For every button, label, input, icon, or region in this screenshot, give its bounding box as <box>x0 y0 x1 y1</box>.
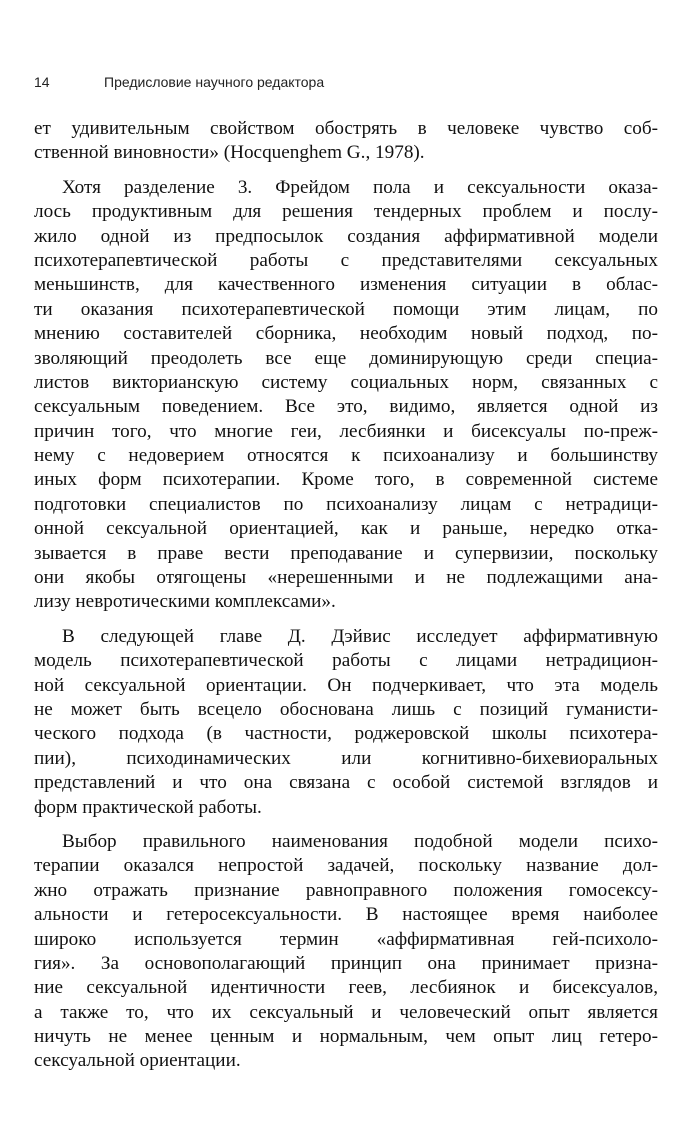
running-header <box>34 74 324 94</box>
paragraph <box>34 625 658 820</box>
text-line: ние сексуальной идентичности геев, лесбиянок и бисексуалов, <box>34 977 658 999</box>
text-line: сексуальной ориентации. <box>34 1050 241 1072</box>
text-line: нему с недоверием относятся к психоанализу и большинству <box>34 445 658 467</box>
text-line: форм практической работы. <box>34 796 262 818</box>
text-line: Хотя разделение 3. Фрейдом пола и сексуальности оказа- <box>62 176 658 198</box>
text-line: мнению составителей сборника, необходим новый подход, по- <box>34 323 658 345</box>
text-line: жило одной из предпосылок создания аффирмативной модели <box>34 225 658 247</box>
text-line: меньшинств, для качественного изменения ситуации в облас- <box>34 274 658 296</box>
text-line: альности и гетеросексуальности. В настоящее время наиболее <box>34 904 658 926</box>
text-line: зывается в праве вести преподавание и супервизии, поскольку <box>34 542 658 564</box>
text-line: психотерапевтической работы с представителями сексуальных <box>34 249 658 271</box>
text-line: терапии оказался непростой задачей, поскольку название дол- <box>34 855 658 877</box>
text-line: ничуть не менее ценным и нормальным, чем опыт лиц гетеро- <box>34 1026 658 1048</box>
text-line: а также то, что их сексуальный и человеческий опыт является <box>34 1001 658 1023</box>
page-number: 14 <box>34 74 50 90</box>
text-body <box>34 117 658 1074</box>
paragraph-gap <box>34 166 658 176</box>
text-line: гия». За основополагающий принцип она принимает призна- <box>34 952 658 974</box>
text-line: модель психотерапевтической работы с лицами нетрадицион- <box>34 650 658 672</box>
paragraph-gap <box>34 820 658 830</box>
text-line: ной сексуальной ориентации. Он подчеркивает, что эта модель <box>34 674 658 696</box>
paragraph <box>34 117 658 166</box>
text-line: не может быть всецело обоснована лишь с позиций гуманисти- <box>34 698 658 720</box>
text-line: сексуальным поведением. Все это, видимо, является одной из <box>34 396 658 418</box>
text-line: подготовки специалистов по психоанализу лицам с нетрадици- <box>34 493 658 515</box>
text-line: иных форм психотерапии. Кроме того, в современной системе <box>34 469 658 491</box>
text-line: ческого подхода (в частности, роджеровской школы психотера- <box>34 723 658 745</box>
text-line: ственной виновности» (Hocquenghem G., 1978). <box>34 142 425 164</box>
text-line: представлений и что она связана с особой системой взглядов и <box>34 772 658 794</box>
running-title: Предисловие научного редактора <box>104 74 325 90</box>
paragraph <box>34 176 658 615</box>
text-line: причин того, что многие геи, лесбиянки и бисексуалы по-преж- <box>34 420 658 442</box>
paragraph-gap <box>34 615 658 625</box>
text-line: ет удивительным свойством обострять в человеке чувство соб- <box>34 118 658 139</box>
text-line: пии), психодинамических или когнитивно-бихевиоральных <box>34 747 658 769</box>
text-line: листов викторианскую систему социальных норм, связанных с <box>34 371 658 393</box>
text-line: жно отражать признание равноправного положения гомосексу- <box>34 879 658 901</box>
text-line: широко используется термин «аффирмативная гей-психоло- <box>34 928 658 950</box>
text-line: Выбор правильного наименования подобной модели психо- <box>62 830 658 852</box>
text-line: они якобы отягощены «нерешенными и не подлежащими ана- <box>34 567 658 589</box>
text-line: ти оказания психотерапевтической помощи этим лицам, по <box>34 298 658 320</box>
text-line: В следующей главе Д. Дэйвис исследует аффирмативную <box>62 625 658 647</box>
text-line: лизу невротическими комплексами». <box>34 591 336 613</box>
text-line: зволяющий преодолеть все еще доминирующую среди специа- <box>34 347 658 369</box>
text-line: онной сексуальной ориентацией, как и раньше, нередко отка- <box>34 518 658 540</box>
text-line: лось продуктивным для решения тендерных проблем и послу- <box>34 201 658 223</box>
paragraph <box>34 830 658 1074</box>
